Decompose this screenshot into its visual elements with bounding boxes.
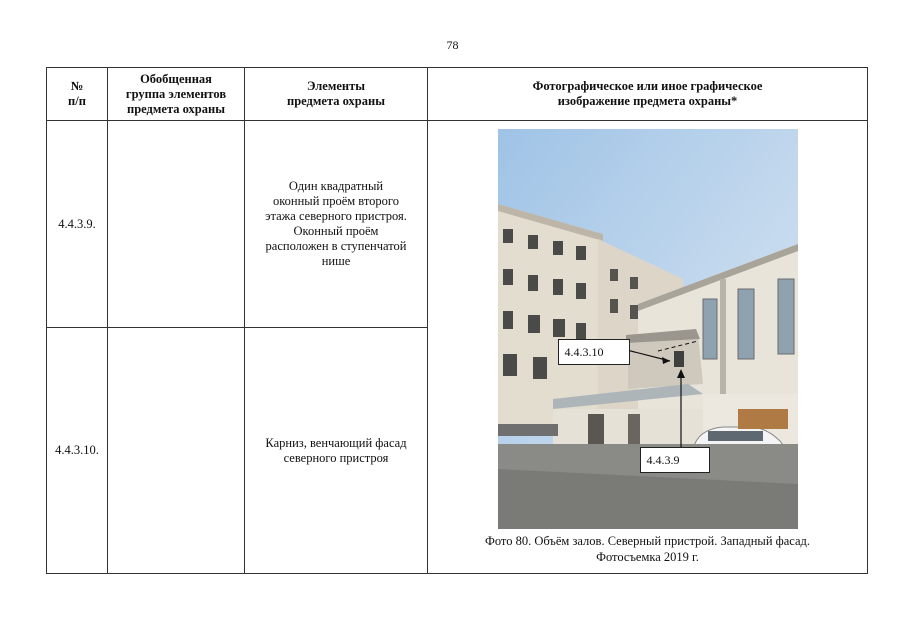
row-group [108, 121, 245, 328]
protection-table [46, 67, 868, 574]
row-number: 4.4.3.9. [47, 121, 108, 328]
row-element: Один квадратный оконный проём второго этажа северного пристроя. Оконный проём расположен в ступенчатой нише [245, 121, 428, 328]
header-number: № п/п [47, 68, 108, 121]
table-row [47, 121, 868, 328]
callout-4-4-3-10: 4.4.3.10 [558, 339, 630, 365]
header-group: Обобщенная группа элементов предмета охраны [108, 68, 245, 121]
table-header-row [47, 68, 868, 121]
building-photo [498, 129, 798, 529]
row-group [108, 328, 245, 574]
row-number: 4.4.3.10. [47, 328, 108, 574]
header-image: Фотографическое или иное графическое изображение предмета охраны* [428, 68, 868, 121]
photo-cell [428, 121, 868, 574]
photo-caption: Фото 80. Объём залов. Северный пристрой. Западный фасад. Фотосъемка 2019 г. [484, 534, 811, 564]
header-elements: Элементы предмета охраны [245, 68, 428, 121]
page-number: 78 [446, 38, 459, 52]
row-element: Карниз, венчающий фасад северного пристроя [245, 328, 428, 574]
callout-4-4-3-9: 4.4.3.9 [640, 447, 710, 473]
